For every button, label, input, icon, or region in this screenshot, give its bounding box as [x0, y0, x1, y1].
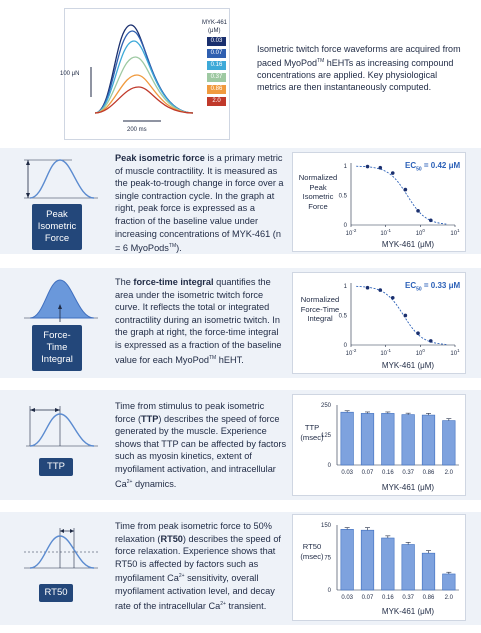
x-tick-label: 0.07: [361, 470, 374, 476]
force-time-integral-label: [32, 325, 82, 371]
ttp-text: Time from stimulus to peak isometric force (TTP) describes the speed of force generated by the muscle. Experience shows that TTP can be affected by factors such as myosin kinetics, extent of myofilament activation, and intracellular $Ca^{2+}$ dynamics.: [115, 401, 287, 489]
y-tick-label: 0: [327, 588, 331, 594]
peak-force-xlabel: MYK-461 (μM): [381, 240, 435, 249]
rt50-chart: [293, 515, 465, 620]
y-axis-label-line-1: Peak: [309, 182, 327, 192]
force-time-integral-icon: [22, 276, 98, 322]
data-point-0.03: [366, 286, 370, 290]
ttp-chart-card: [292, 394, 466, 496]
data-point-0.37: [404, 188, 408, 192]
data-point-2: [429, 218, 433, 222]
bar-0.86: [422, 553, 435, 590]
peak-force-chart-card: [292, 152, 466, 252]
x-tick-label: 0.16: [381, 470, 394, 476]
section-label-line-1: Isometric: [37, 221, 77, 232]
scale-y-label: 100 μN: [60, 71, 80, 77]
x-tick-label: $10^1$: [450, 348, 460, 357]
y-tick-label: 0.5: [338, 193, 347, 200]
force-time-integral-ec50: $EC_{50} = 0.33$ μM: [405, 281, 461, 293]
y-tick-label: 150: [320, 523, 331, 529]
bar-2.0: [443, 421, 456, 465]
bar-0.03: [341, 412, 354, 465]
section-label-line-2: Force: [44, 233, 70, 244]
y-axis-label-line-0: Normalized: [298, 173, 338, 182]
data-point-0.03: [366, 165, 370, 169]
rt50-text: Time from peak isometric force to 50% relaxation (RT50) describes the speed of force relaxation. Experience shows that RT50 is affected by factors such as myofilament $Ca^{2+}$ sensitivity, overall myofilament activation level, and decay rate of the intracellular $Ca^{2+}$ transient.: [115, 521, 281, 611]
x-tick-label: 0.16: [381, 595, 394, 601]
waveform-trace-0.16: [95, 41, 193, 113]
peak-force-text: Peak isometric force is a primary metric of muscle contractility. It is measured as the peak-to-trough change in force over a single contraction cycle. In the graph at right, peak force is expressed as a fraction of the baseline value under increasing concentrations of MYK-461 (n = 6 MyoPods™).: [115, 153, 284, 254]
y-axis-label-line-2: Integral: [307, 314, 333, 323]
legend-item-0.37: 0.37: [207, 73, 226, 82]
rt50-icon: [22, 526, 98, 570]
x-tick-label: 0.86: [422, 470, 435, 476]
x-tick-label: $10^0$: [415, 228, 425, 237]
x-tick-label: 2.0: [444, 470, 454, 476]
top-description: Isometric twitch force waveforms are acquired from paced MyoPod™ hEHTs as increasing compound concentrations are applied. Key physiological metrics are then instantaneously computed.: [257, 44, 461, 92]
y-axis-label-line-3: Force: [308, 201, 328, 211]
bar-0.07: [361, 413, 374, 465]
x-tick-label: 0.03: [341, 595, 354, 601]
fit-curve: [356, 166, 446, 224]
y-axis-label-line-1: (msec): [300, 432, 324, 442]
section-rt50: [0, 512, 481, 625]
y-axis-label-line-1: (msec): [300, 551, 324, 561]
data-point-0.16: [391, 296, 395, 300]
x-tick-label: $10^{-1}$: [380, 228, 392, 237]
twitch-waveform-chart: [65, 9, 229, 139]
x-tick-label: 2.0: [444, 595, 454, 601]
fit-curve: [356, 286, 446, 344]
y-tick-label: 0: [327, 463, 331, 469]
ttp-chart: [293, 395, 465, 495]
force-time-integral-text: The force-time integral quantifies the area under the isometric twitch force curve. It reflects the total or integrated contractility during an isometric twitch. In the graph at right, the force-time integral is expressed as a fraction of the baseline value for each MyoPod™ hEHT.: [115, 277, 282, 365]
x-tick-label: $10^1$: [450, 228, 460, 237]
bar-0.86: [422, 415, 435, 465]
data-point-0.86: [416, 331, 420, 335]
bar-0.37: [402, 415, 415, 465]
section-label-line-2: Integral: [41, 354, 73, 365]
x-tick-label: $10^{-1}$: [380, 348, 392, 357]
concentration-legend: [207, 37, 226, 109]
section-ttp: [0, 390, 481, 500]
bar-0.16: [382, 538, 395, 590]
rt50-xlabel: MYK-461 (μM): [381, 607, 435, 616]
y-axis-label-line-2: Isometric: [302, 192, 334, 201]
y-tick-label: 0: [343, 343, 347, 349]
ttp-label: [39, 458, 73, 476]
y-tick-label: 125: [320, 433, 331, 439]
x-tick-label: 0.03: [341, 470, 354, 476]
x-tick-label: 0.37: [402, 595, 415, 601]
waveform-trace-0.07: [95, 31, 193, 113]
y-axis-label-line-0: Normalized: [300, 295, 340, 304]
x-tick-label: 0.07: [361, 595, 374, 601]
y-axis-label-line-0: RT50: [302, 542, 322, 551]
bar-0.07: [361, 530, 374, 590]
section-peak-force: [0, 148, 481, 254]
data-point-0.16: [391, 171, 395, 175]
waveform-card: [60, 8, 230, 140]
section-label-line-0: Force-: [43, 330, 71, 341]
legend-item-0.86: 0.86: [207, 85, 226, 94]
bar-0.16: [382, 413, 395, 465]
data-point-0.86: [416, 209, 420, 213]
y-axis-label-line-1: Force-Time: [300, 304, 340, 314]
x-tick-label: $10^{-2}$: [345, 348, 357, 357]
x-tick-label: $10^0$: [415, 348, 425, 357]
x-tick-label: 0.37: [402, 470, 415, 476]
bar-2.0: [443, 574, 456, 590]
section-label-line-0: TTP: [47, 461, 65, 472]
force-time-integral-xlabel: MYK-461 (μM): [381, 361, 435, 370]
y-tick-label: 1: [343, 283, 347, 290]
rt50-chart-card: [292, 514, 466, 621]
legend-item-2.0: 2.0: [207, 97, 226, 106]
section-label-line-1: Time: [46, 342, 68, 353]
bar-0.37: [402, 545, 415, 591]
y-tick-label: 1: [343, 163, 347, 170]
y-axis-label-line-0: TTP: [304, 423, 320, 432]
section-force-time-integral: [0, 268, 481, 378]
scale-x-label: 200 ms: [127, 127, 147, 133]
peak-force-icon: [22, 156, 98, 202]
data-point-2: [429, 339, 433, 343]
peak-force-label: [32, 204, 82, 250]
bar-0.03: [341, 529, 354, 590]
y-tick-label: 0.5: [338, 313, 347, 320]
x-tick-label: 0.86: [422, 595, 435, 601]
y-tick-label: 75: [324, 555, 331, 562]
legend-item-0.16: 0.16: [207, 61, 226, 70]
section-label-line-0: RT50: [44, 587, 68, 598]
y-tick-label: 0: [343, 223, 347, 229]
section-label-line-0: Peak: [46, 209, 68, 220]
legend-title: MYK-461: [202, 20, 228, 26]
force-time-integral-chart-card: [292, 272, 466, 374]
legend-item-0.07: 0.07: [207, 49, 226, 58]
x-tick-label: $10^{-2}$: [345, 228, 357, 237]
legend-unit: (μM): [208, 28, 221, 34]
legend-item-0.03: 0.03: [207, 37, 226, 46]
y-tick-label: 250: [320, 403, 331, 409]
data-point-0.07: [378, 166, 382, 170]
rt50-label: [39, 584, 73, 602]
ttp-icon: [22, 404, 98, 448]
ttp-xlabel: MYK-461 (μM): [381, 483, 435, 492]
data-point-0.37: [404, 314, 408, 318]
peak-force-ec50: $EC_{50} = 0.42$ μM: [405, 161, 461, 173]
data-point-0.07: [378, 288, 382, 292]
